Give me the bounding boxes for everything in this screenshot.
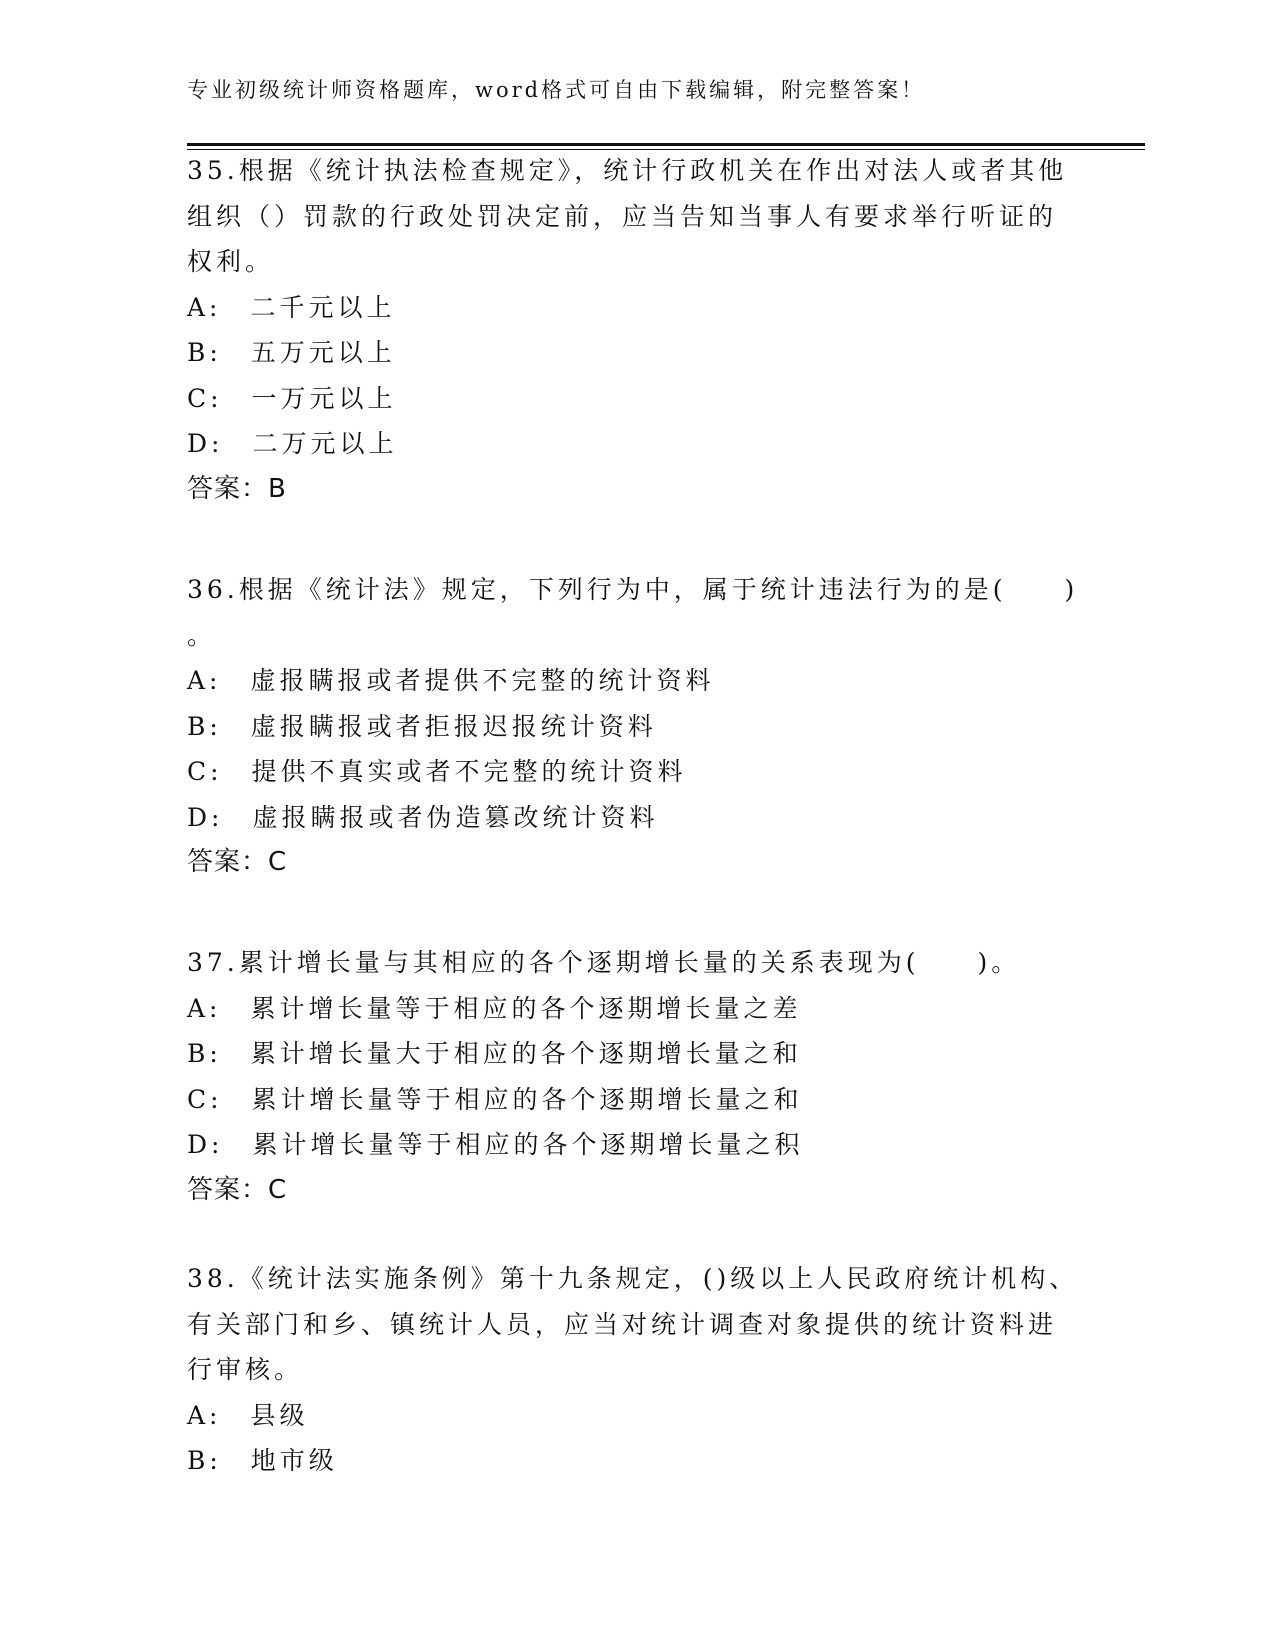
question-text-line: 组织（）罚款的行政处罚决定前，应当告知当事人有要求举行听证的	[187, 201, 1058, 231]
header-divider-thick	[187, 143, 1145, 146]
question-37	[187, 940, 1087, 1213]
option-a: A: 二千元以上	[187, 292, 396, 322]
option-d: D: 二万元以上	[187, 429, 398, 458]
question-36	[187, 567, 1087, 886]
question-text-line: 36.根据《统计法》规定，下列行为中，属于统计违法行为的是( )	[187, 575, 1079, 604]
question-text-line: 有关部门和乡、镇统计人员，应当对统计调查对象提供的统计资料进	[187, 1309, 1058, 1339]
option-b: B: 地市级	[187, 1446, 338, 1475]
option-b: B: 累计增长量大于相应的各个逐期增长量之和	[187, 1039, 802, 1068]
option-c: C: 提供不真实或者不完整的统计资料	[187, 757, 687, 786]
option-b: B: 五万元以上	[187, 338, 396, 367]
answer: 答案：B	[187, 473, 287, 504]
question-text-line: 行审核。	[187, 1355, 304, 1384]
option-b: B: 虚报瞒报或者拒报迟报统计资料	[187, 711, 657, 741]
page-header: 专业初级统计师资格题库，word格式可自由下载编辑，附完整答案！	[187, 78, 926, 102]
question-text-line: 38.《统计法实施条例》第十九条规定，()级以上人民政府统计机构、	[187, 1264, 1079, 1293]
question-35	[187, 148, 1087, 512]
option-a: A: 累计增长量等于相应的各个逐期增长量之差	[187, 993, 802, 1023]
option-d: D: 累计增长量等于相应的各个逐期增长量之积	[187, 1130, 804, 1159]
option-a: A: 县级	[187, 1400, 309, 1430]
option-c: C: 累计增长量等于相应的各个逐期增长量之和	[187, 1084, 803, 1114]
question-text-line: 。	[187, 620, 217, 650]
question-38	[187, 1256, 1087, 1484]
question-text-line: 权利。	[187, 247, 275, 276]
answer: 答案：C	[187, 1174, 288, 1205]
answer: 答案：C	[187, 847, 288, 877]
question-text-line: 37.累计增长量与其相应的各个逐期增长量的关系表现为( )。	[187, 948, 1021, 977]
option-d: D: 虚报瞒报或者伪造篡改统计资料	[187, 802, 659, 832]
option-a: A: 虚报瞒报或者提供不完整的统计资料	[187, 666, 715, 695]
question-text-line: 35.根据《统计执法检查规定》，统计行政机关在作出对法人或者其他	[187, 156, 1068, 185]
option-c: C: 一万元以上	[187, 383, 397, 413]
